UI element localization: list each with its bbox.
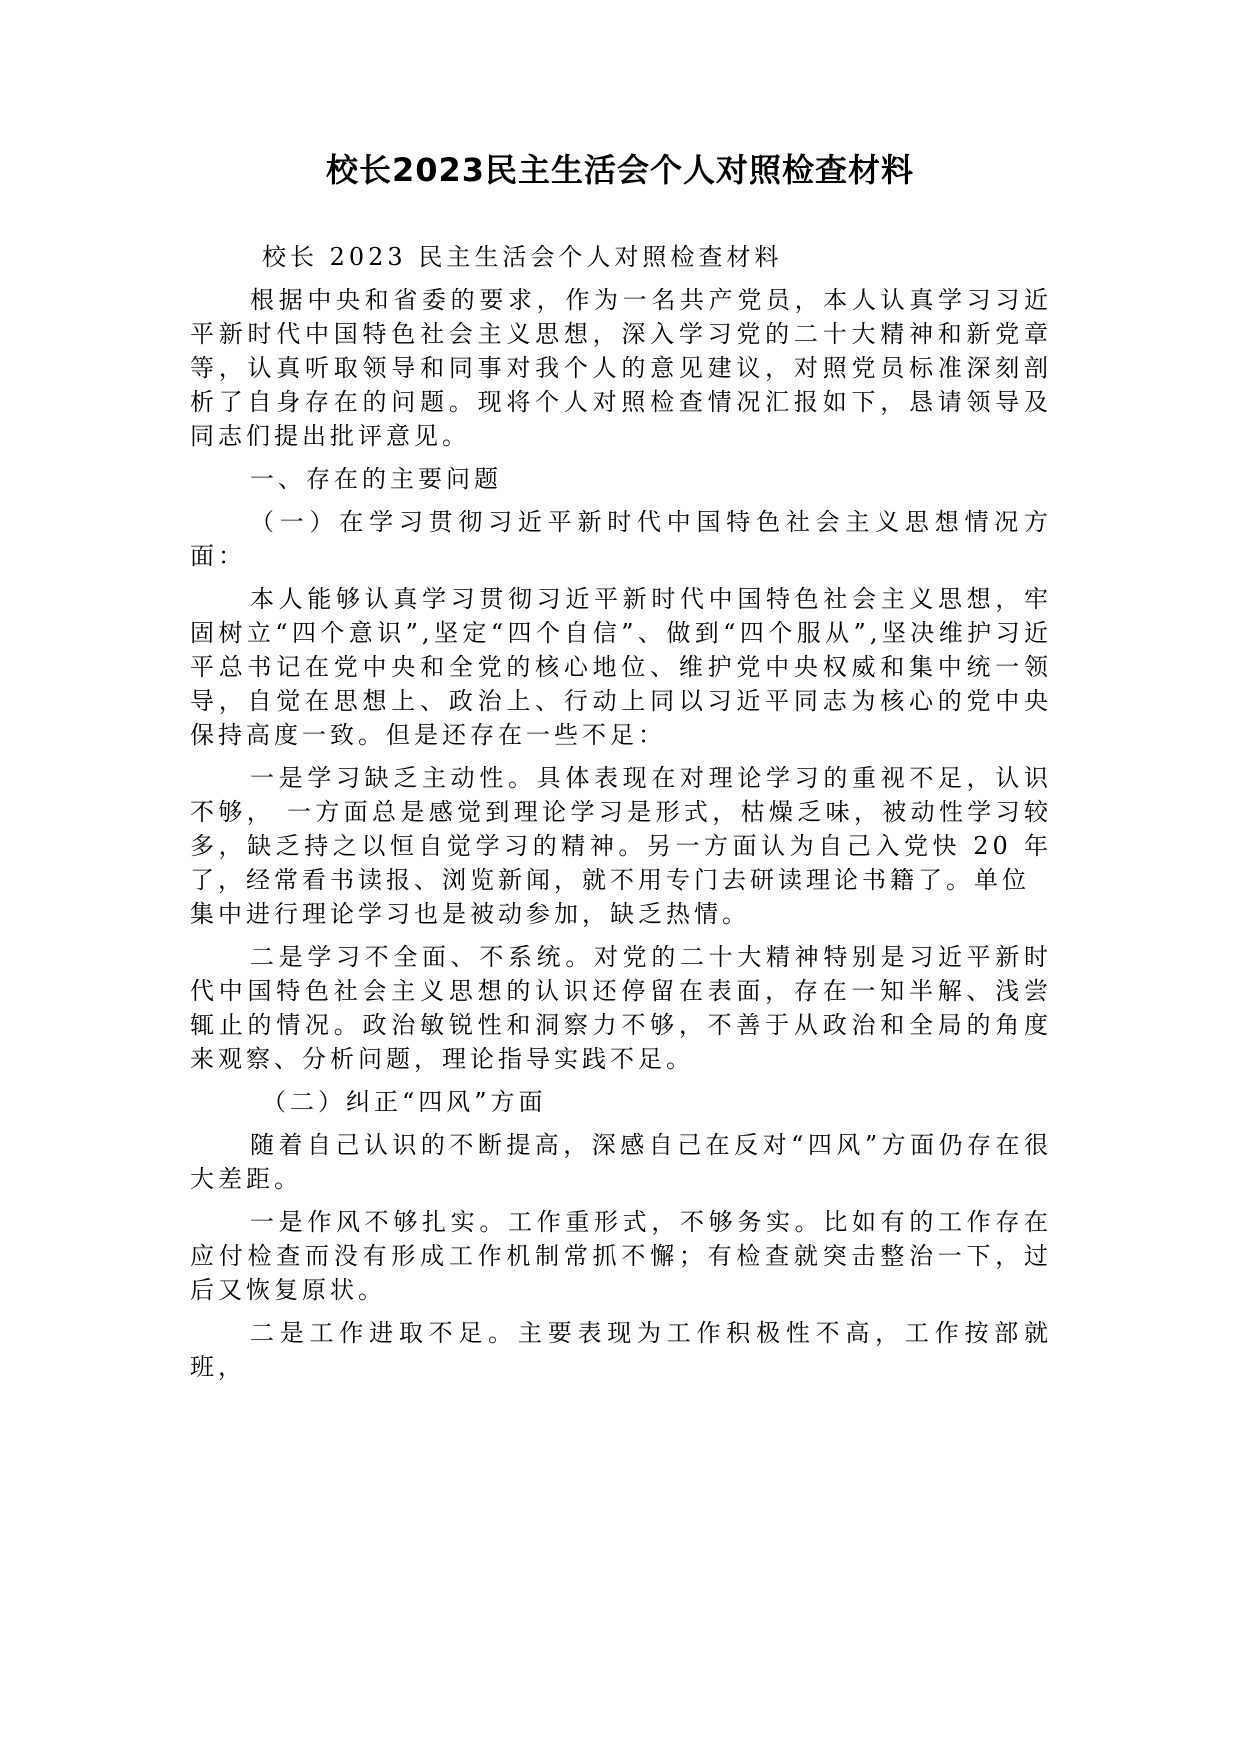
work-style-issue-one-paragraph: 一是作风不够扎实。工作重形式，不够务实。比如有的工作存在应付检查而没有形成工作机制常抓不懈；有检查就突击整治一下，过后又恢复原状。 xyxy=(190,1208,1052,1304)
study-issue-two-paragraph: 二是学习不全面、不系统。对党的二十大精神特别是习近平新时代中国特色社会主义思想的认识还停留在表面，存在一知半解、浅尝辄止的情况。政治敏锐性和洞察力不够，不善于从政治和全局的角度来观察、分析问题，理论指导实践不足。 xyxy=(190,943,1052,1073)
repeated-title-paragraph: 校长 2023 民主生活会个人对照检查材料 xyxy=(262,243,783,271)
intro-paragraph: 根据中央和省委的要求，作为一名共产党员，本人认真学习习近平新时代中国特色社会主义思想，深入学习党的二十大精神和新党章等，认真听取领导和同事对我个人的意见建议，对照党员标准深刻剖析了自身存在的问题。现将个人对照检查情况汇报如下，恳请领导及同志们提出批评意见。 xyxy=(190,286,1052,450)
study-issue-one-paragraph: 一是学习缺乏主动性。具体表现在对理论学习的重视不足，认识不够， 一方面总是感觉到理论学习是形式，枯燥乏味，被动性学习较多，缺乏持之以恒自觉学习的精神。另一方面认为自己入党快 20 年 了，经常看书读报、浏览新闻，就不用专门去研读理论书籍了。单位 xyxy=(190,764,1052,894)
study-overview-paragraph: 本人能够认真学习贯彻习近平新时代中国特色社会主义思想，牢固树立“四个意识”,坚定“四个自信”、做到“四个服从”,坚决维护习近平总书记在党中央和全党的核心地位、维护党中央权威和集中统一领导，自觉在思想上、政治上、行动上同以习近平同志为核心的党中央保持高度一致。但是还存在一些不足： xyxy=(190,585,1052,749)
section-heading-main-issues: 一、存在的主要问题 xyxy=(250,465,502,493)
document-body xyxy=(190,240,1052,1393)
work-style-issue-two-paragraph: 二是工作进取不足。主要表现为工作积极性不高，工作按部就班， xyxy=(190,1319,1052,1381)
subsection-heading-study: （一）在学习贯彻习近平新时代中国特色社会主义思想情况方面： xyxy=(190,508,1052,570)
document-title: 校长2023民主生活会个人对照检查材料 xyxy=(325,151,915,189)
four-winds-overview-paragraph: 随着自己认识的不断提高，深感自己在反对“四风”方面仍存在很大差距。 xyxy=(190,1131,1052,1193)
study-issue-one-continuation: 集中进行理论学习也是被动参加，缺乏热情。 xyxy=(190,900,750,928)
subsection-heading-four-winds: （二）纠正“四风”方面 xyxy=(262,1088,547,1116)
